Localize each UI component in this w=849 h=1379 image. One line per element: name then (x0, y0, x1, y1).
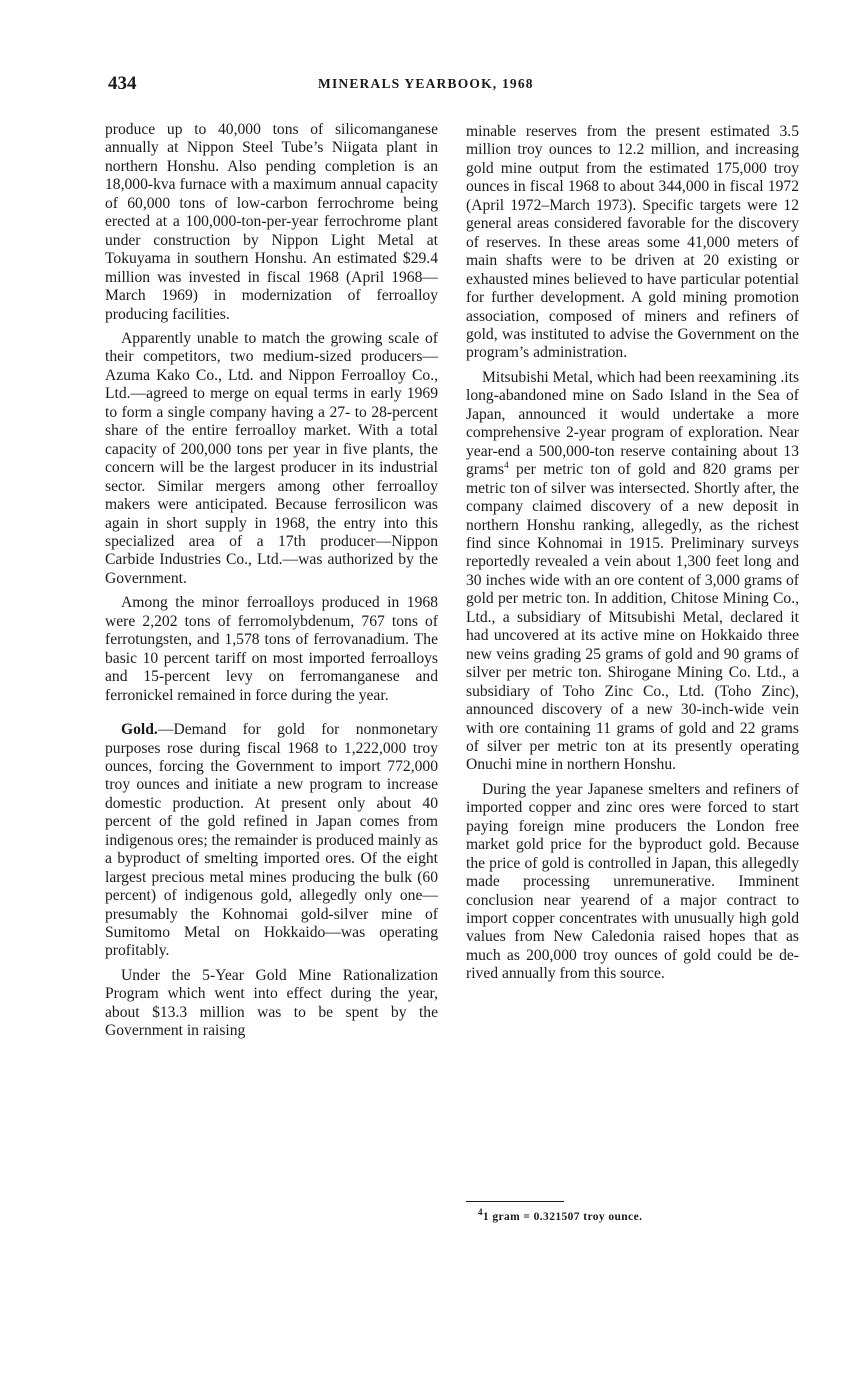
footnote (478, 1207, 643, 1223)
footnote-marker: 4 (478, 1207, 483, 1218)
paragraph-reserves: minable reserves from the present estimated 3.5 million troy ounces to 12.2 million, and increasing gold mine output from the estimated 175,000 troy ounces in fiscal 1968 to about 344,000 in fiscal 1972 (April 1972–March 1973). Specific targets were 12 general areas considered favorable for the discovery of reserves. In these areas some 41,000 meters of main shafts were to be driven at 20 existing or exhausted mines believed to have particular potential for further development. A gold mining promotion association, composed of miners and refiners of gold, was instituted to advise the Government on the program’s administration. (466, 123, 799, 362)
right-column (466, 123, 799, 990)
paragraph-gold-body: —Demand for gold for nonmonetary purposes rose during fiscal 1968 to 1,222,000 troy ounces, forcing the Government to import 772,000 troy ounces and initiate a new program to increase domestic production. At present only about 40 percent of the gold refined in Japan comes from indigenous ores; the remainder is produced mainly as a byproduct of smelting imported ores. Of the eight largest precious metal mines producing the bulk (60 percent) of indigenous gold, allegedly only one—presumably the Kohnomai gold-silver mine of Sumitomo Metal on Hokkaido—was operating profitably. (105, 721, 439, 960)
paragraph-silicomanganese: produce up to 40,000 tons of silicomanganese annually at Nippon Steel Tube’s Niigata plant in northern Honshu. Also pending completion is an 18,000-kva furnace with a maximum annual capacity of 60,000 tons of low-carbon ferrochrome being erected at a 100,000-ton-per-year ferrochrome plant under construction by Nippon Light Metal at Tokuyama in southern Honshu. An estimated $29.4 million was invested in fiscal 1968 (April 1968—March 1969) in modernization of ferroalloy producing facilities. (105, 121, 438, 323)
footnote-divider (466, 1201, 564, 1202)
paragraph-mitsubishi-part2: per metric ton of gold and 820 grams per metric ton of silver was intersected. Shortly after, the company claimed discovery of a new deposit in northern Honshu ranking, allegedly, as the richest find since Kohnomai in 1915. Preliminary surveys reportedly revealed a vein about 1,300 feet long and 30 inches wide with an ore content of 3,000 grams of gold per metric ton. In addition, Chitose Mining Co., Ltd., a subsidiary of Mitsubishi Metal, declared it had uncovered at its active mine on Hokkaido three new veins grading 25 grams of gold and 90 grams of silver per metric ton. Shirogane Mining Co. Ltd., a subsidiary of Toho Zinc Co., Ltd. (Toho Zinc), announced discovery of a new 30-inch-wide vein with ore containing 11 grams of gold and 22 grams of silver per metric ton at its presently operating Onuchi mine in northern Honshu. (466, 461, 799, 774)
paragraph-rationalization: Under the 5-Year Gold Mine Rationalization Program which went into effect during the year, about $13.3 million was to be spent by the Government in raising (105, 966, 438, 1040)
paragraph-minor-ferroalloys: Among the minor ferroalloys produced in 1968 were 2,202 tons of ferromolybdenum, 767 tons of ferrotungsten, and 1,578 tons of ferrovanadium. The basic 10 percent tariff on most imported ferroalloys and 15-percent levy on ferromanganese and ferronickel remained in force during the year. (105, 594, 438, 704)
footnote-reference: 4 (504, 459, 509, 470)
paragraph-mitsubishi (466, 369, 799, 775)
paragraph-gold (105, 721, 438, 961)
paragraph-mergers: Apparently unable to match the growing scale of their competitors, two medium-sized producers—Azuma Kako Co., Ltd. and Nippon Ferroalloy Co., Ltd.—agreed to merge on equal terms in early 1969 to form a single company having a 27- to 28-percent share of the entire ferroalloy market. With a total capacity of 200,000 tons per year in five plants, the concern will be the largest producer in its industrial sector. Similar mergers among other ferroalloy makers were anticipated. Because ferrosilicon was again in short supply in 1968, the entry into this specialized area of a 17th producer—Nippon Carbide Industries Co., Ltd.—was authorized by the Government. (105, 329, 438, 587)
footnote-text: 1 gram = 0.321507 troy ounce. (482, 1211, 643, 1223)
section-heading-gold: Gold. (121, 721, 158, 739)
paragraph-mitsubishi-part1: Mitsubishi Metal, which had been reexamining .its long-abandoned mine on Sado Island in the Sea of Japan, announced it would undertake a more comprehensive 2-year program of exploration. Near year-end a 500,000-ton reserve containing about 13 grams (466, 368, 800, 479)
left-column (105, 121, 438, 1047)
paragraph-smelters: During the year Japanese smelters and refiners of imported copper and zinc ores were forced to start paying foreign mine producers the London free market gold price for the byproduct gold. Because the price of gold is controlled in Japan, this allegedly made processing unremunerative. Imminent conclusion near yearend of a major contract to import copper concentrates with unusually high gold values from New Caledonia raised hopes that as much as 200,000 troy ounces of gold could be derived annually from this source. (466, 780, 799, 983)
running-head: MINERALS YEARBOOK, 1968 (318, 76, 534, 91)
page-number: 434 (108, 73, 137, 94)
